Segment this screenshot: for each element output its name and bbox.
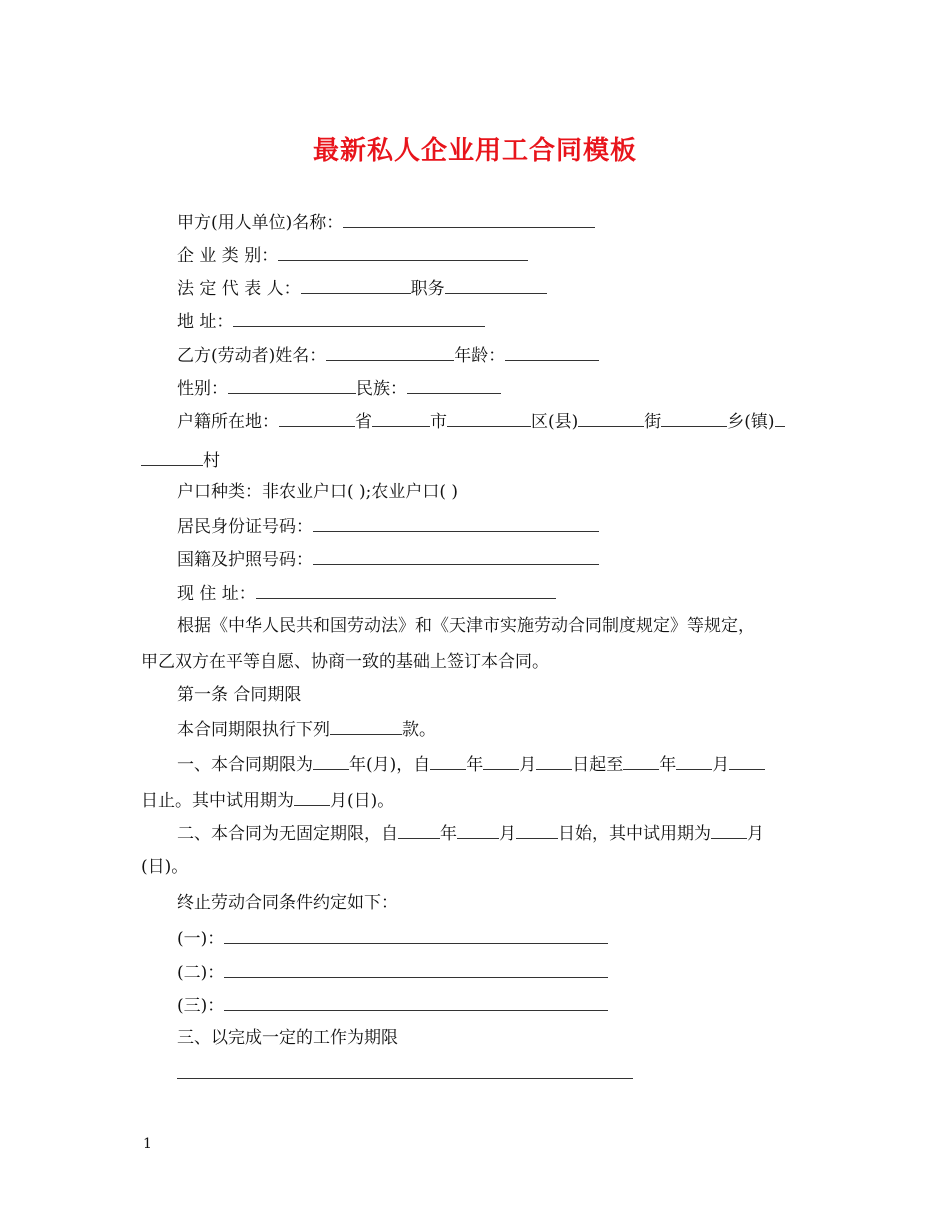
- label: 职务: [410, 279, 445, 299]
- open-term-line-end: (日)。: [141, 857, 189, 877]
- label: (一)：: [177, 929, 225, 949]
- probation-line: [141, 787, 394, 813]
- preamble-line-2: 甲乙双方在平等自愿、协商一致的基础上签订本合同。: [141, 652, 549, 672]
- blank-field[interactable]: [256, 580, 556, 599]
- label: 乡(镇): [727, 412, 775, 432]
- label: 月(日)。: [330, 791, 395, 811]
- blank-field[interactable]: [775, 408, 785, 427]
- label: 一、本合同期限为: [177, 755, 313, 775]
- blank-field[interactable]: [224, 925, 608, 944]
- open-term-line: [177, 820, 764, 846]
- blank-field[interactable]: [516, 820, 558, 839]
- blank-field[interactable]: [177, 1060, 633, 1079]
- label: 居民身份证号码：: [177, 517, 313, 537]
- label: 年龄：: [454, 346, 506, 366]
- household-register-line: [177, 408, 785, 434]
- id-number-line: [177, 513, 599, 539]
- current-address-line: [177, 580, 556, 606]
- blank-field[interactable]: [372, 408, 430, 427]
- label: 年: [659, 755, 677, 775]
- condition-1-line: [177, 925, 608, 951]
- condition-2-line: [177, 959, 608, 985]
- label: 年(月)，自: [349, 755, 431, 775]
- blank-field[interactable]: [228, 375, 356, 394]
- blank-field[interactable]: [224, 992, 608, 1011]
- term-choice-line: [177, 716, 436, 742]
- blank-field[interactable]: [141, 447, 203, 466]
- employer-name-line: [177, 209, 595, 235]
- label: 现 住 址：: [177, 584, 256, 604]
- page-number: 1: [143, 1136, 152, 1152]
- blank-field[interactable]: [326, 342, 454, 361]
- label: 二、本合同为无固定期限，自: [177, 824, 398, 844]
- label: 国籍及护照号码：: [177, 550, 313, 570]
- blank-field[interactable]: [536, 751, 572, 770]
- label: 日止。其中试用期为: [141, 791, 294, 811]
- blank-field[interactable]: [407, 375, 501, 394]
- termination-heading: 终止劳动合同条件约定如下：: [177, 893, 398, 913]
- condition-3-line: [177, 992, 608, 1018]
- blank-field[interactable]: [505, 342, 599, 361]
- label: 年: [466, 755, 484, 775]
- blank-field[interactable]: [224, 959, 608, 978]
- blank-field[interactable]: [343, 209, 595, 228]
- blank-field[interactable]: [457, 820, 499, 839]
- label: 省: [355, 412, 372, 432]
- label: 月: [712, 755, 730, 775]
- label: 民族：: [356, 379, 407, 399]
- blank-field[interactable]: [729, 751, 765, 770]
- label: 年: [440, 824, 457, 844]
- blank-field[interactable]: [578, 408, 644, 427]
- legal-rep-line: [177, 275, 547, 301]
- label: 村: [203, 451, 220, 471]
- blank-field[interactable]: [233, 308, 485, 327]
- label: 户籍所在地：: [177, 412, 279, 432]
- hukou-type-line: 户口种类：非农业户口( );农业户口( ): [177, 482, 459, 502]
- blank-field[interactable]: [447, 408, 531, 427]
- label: 乙方(劳动者)姓名：: [177, 346, 327, 366]
- label: 区(县): [531, 412, 579, 432]
- task-term-blank-line: [177, 1060, 633, 1086]
- blank-field[interactable]: [313, 513, 599, 532]
- label: 街: [644, 412, 662, 432]
- blank-field[interactable]: [445, 275, 547, 294]
- blank-field[interactable]: [313, 751, 349, 770]
- fixed-term-line: [177, 751, 765, 777]
- document-title: 最新私人企业用工合同模板: [312, 136, 637, 166]
- blank-field[interactable]: [398, 820, 440, 839]
- label: (二)：: [177, 963, 225, 983]
- blank-field[interactable]: [430, 751, 466, 770]
- village-line: [141, 447, 220, 473]
- blank-field[interactable]: [483, 751, 519, 770]
- label: 月: [499, 824, 516, 844]
- task-term-line: 三、以完成一定的工作为期限: [177, 1028, 398, 1048]
- address-line: [177, 308, 485, 334]
- label: 日起至: [572, 755, 624, 775]
- label: 月: [519, 755, 537, 775]
- label: 日始，其中试用期为: [558, 824, 711, 844]
- blank-field[interactable]: [676, 751, 712, 770]
- gender-ethnicity-line: [177, 375, 501, 401]
- blank-field[interactable]: [294, 787, 330, 806]
- blank-field[interactable]: [661, 408, 727, 427]
- blank-field[interactable]: [278, 242, 528, 261]
- label: 本合同期限执行下列: [177, 720, 330, 740]
- label: 性别：: [177, 379, 228, 399]
- label: 市: [430, 412, 447, 432]
- blank-field[interactable]: [330, 716, 402, 735]
- preamble-line-1: 根据《中华人民共和国劳动法》和《天津市实施劳动合同制度规定》等规定，: [177, 616, 755, 636]
- article-one-heading: 第一条 合同期限: [177, 685, 302, 705]
- blank-field[interactable]: [313, 546, 599, 565]
- passport-line: [177, 546, 599, 572]
- blank-field[interactable]: [279, 408, 355, 427]
- blank-field[interactable]: [301, 275, 411, 294]
- label: 法 定 代 表 人：: [177, 279, 301, 299]
- label: 地 址：: [177, 312, 234, 332]
- blank-field[interactable]: [623, 751, 659, 770]
- label: 甲方(用人单位)名称：: [177, 213, 344, 233]
- employee-name-line: [177, 342, 599, 368]
- blank-field[interactable]: [711, 820, 747, 839]
- enterprise-type-line: [177, 242, 528, 268]
- label: 月: [747, 824, 764, 844]
- label: (三)：: [177, 996, 225, 1016]
- label: 款。: [402, 720, 436, 740]
- label: 企 业 类 别：: [177, 246, 279, 266]
